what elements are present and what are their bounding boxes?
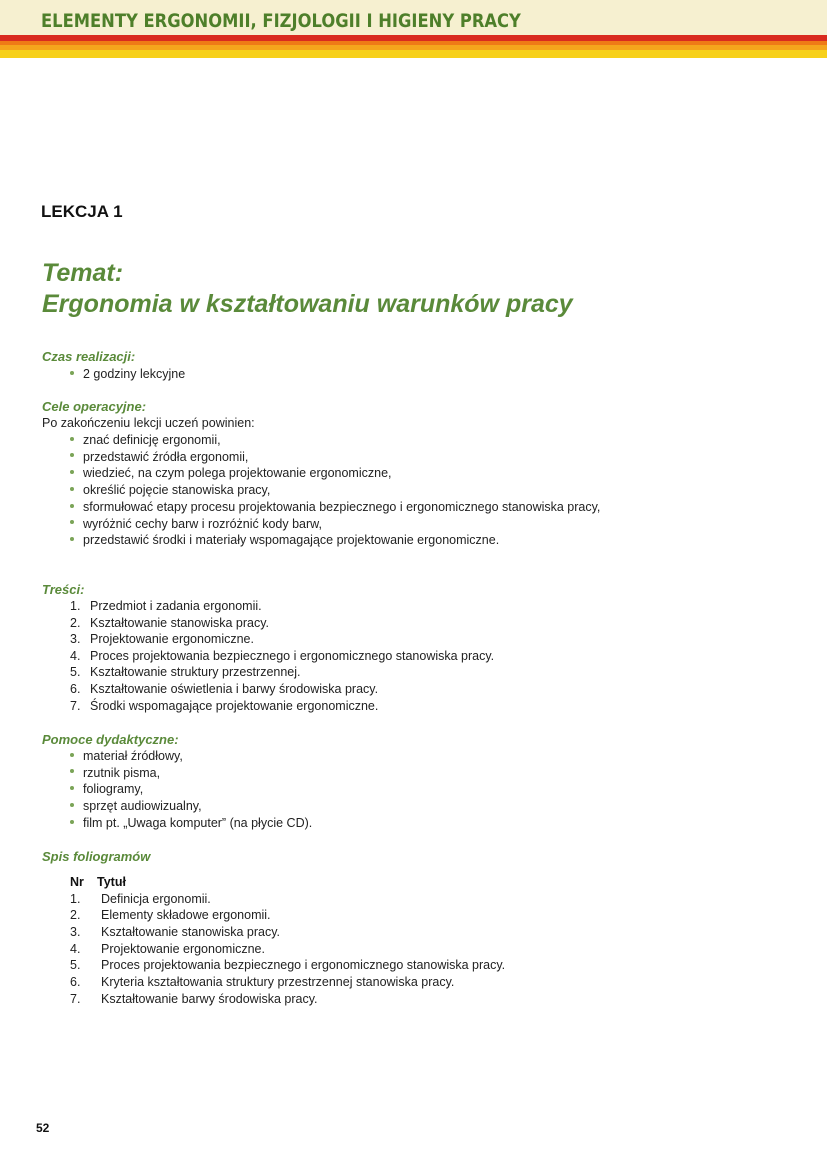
goals-heading: Cele operacyjne:: [42, 399, 147, 414]
bullet-icon: [70, 487, 74, 491]
time-list: [70, 366, 185, 383]
list-item: przedstawić środki i materiały wspomagające projektowanie ergonomiczne.: [70, 532, 600, 549]
list-item: foliogramy,: [70, 781, 312, 798]
table-row: 1. Definicja ergonomii.: [70, 891, 211, 906]
list-item: 3. Projektowanie ergonomiczne.: [70, 632, 254, 647]
col-nr: Nr: [70, 875, 84, 889]
goals-intro: Po zakończeniu lekcji uczeń powinien:: [42, 416, 255, 430]
bullet-icon: [70, 820, 74, 824]
topic-block: [42, 258, 573, 320]
bullet-icon: [70, 470, 74, 474]
list-item: sprzęt audiowizualny,: [70, 798, 312, 815]
header-stripe-yellow: [0, 50, 827, 58]
list-item: przedstawić źródła ergonomii,: [70, 449, 600, 466]
bullet-icon: [70, 437, 74, 441]
list-item: 1. Przedmiot i zadania ergonomii.: [70, 599, 262, 613]
bullet-icon: [70, 371, 74, 375]
list-item: 5. Kształtowanie struktury przestrzennej.: [70, 665, 301, 680]
content-heading: Treści:: [42, 582, 85, 597]
bullet-icon: [70, 504, 74, 508]
foils-heading: Spis foliogramów: [42, 849, 151, 864]
content-list: [70, 598, 494, 714]
bullet-icon: [70, 520, 74, 524]
list-item: 2. Kształtowanie stanowiska pracy.: [70, 615, 270, 630]
list-item: materiał źródłowy,: [70, 748, 312, 765]
bullet-icon: [70, 769, 74, 773]
table-row: 6. Kryteria kształtowania struktury przestrzennej stanowiska pracy.: [70, 975, 455, 990]
foils-table: [70, 874, 505, 1008]
list-item: wyróżnić cechy barw i rozróżnić kody barw,: [70, 516, 600, 533]
list-item: film pt. „Uwaga komputer” (na płycie CD).: [70, 815, 312, 832]
header-title: ELEMENTY ERGONOMII, FIZJOLOGII I HIGIENY PRACY: [41, 10, 521, 32]
table-row: 2. Elementy składowe ergonomii.: [70, 908, 271, 923]
page-header: [0, 0, 827, 58]
bullet-icon: [70, 753, 74, 757]
table-row: 7. Kształtowanie barwy środowiska pracy.: [70, 991, 318, 1006]
foils-table-header: [70, 874, 505, 891]
bullet-icon: [70, 537, 74, 541]
col-title: Tytuł: [97, 875, 126, 889]
list-item: określić pojęcie stanowiska pracy,: [70, 482, 600, 499]
list-item: wiedzieć, na czym polega projektowanie ergonomiczne,: [70, 465, 600, 482]
topic-title: Ergonomia w kształtowaniu warunków pracy: [42, 290, 573, 318]
list-item: znać definicję ergonomii,: [70, 432, 600, 449]
aids-list: [70, 748, 312, 832]
list-item: 6. Kształtowanie oświetlenia i barwy środowiska pracy.: [70, 681, 379, 696]
list-item: 2 godziny lekcyjne: [70, 366, 185, 383]
bullet-icon: [70, 803, 74, 807]
table-row: 3. Kształtowanie stanowiska pracy.: [70, 925, 281, 939]
lesson-number: LEKCJA 1: [41, 202, 123, 221]
table-row: 4. Projektowanie ergonomiczne.: [70, 941, 265, 956]
page-number: 52: [36, 1121, 50, 1135]
bullet-icon: [70, 453, 74, 457]
list-item: sformułować etapy procesu projektowania bezpiecznego i ergonomicznego stanowiska pracy,: [70, 499, 600, 516]
bullet-icon: [70, 786, 74, 790]
list-item: rzutnik pisma,: [70, 765, 312, 782]
list-item: 4. Proces projektowania bezpiecznego i ergonomicznego stanowiska pracy.: [70, 648, 495, 663]
aids-heading: Pomoce dydaktyczne:: [42, 732, 179, 747]
list-item: 7. Środki wspomagające projektowanie ergonomiczne.: [70, 698, 379, 713]
time-heading: Czas realizacji:: [42, 349, 136, 364]
topic-label: Temat:: [42, 259, 124, 287]
goals-list: [70, 432, 600, 549]
table-row: 5. Proces projektowania bezpiecznego i ergonomicznego stanowiska pracy.: [70, 958, 506, 973]
